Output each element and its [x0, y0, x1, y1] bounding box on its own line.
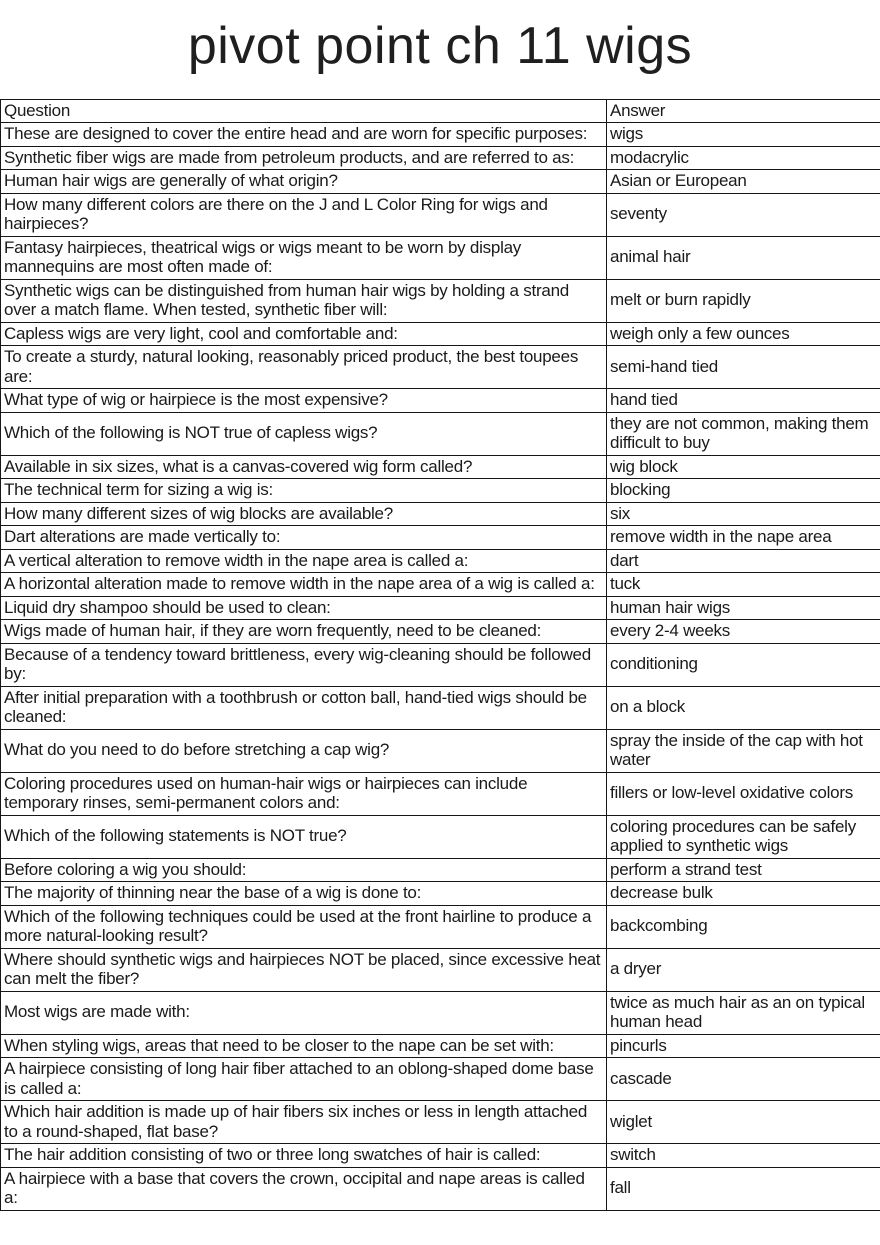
answer-cell: remove width in the nape area	[607, 526, 880, 550]
answer-cell: wigs	[607, 123, 880, 147]
header-row	[1, 99, 880, 123]
question-cell: Available in six sizes, what is a canvas-covered wig form called?	[1, 455, 607, 479]
question-cell: What do you need to do before stretching a cap wig?	[1, 729, 607, 772]
question-cell: A hairpiece with a base that covers the crown, occipital and nape areas is called a:	[1, 1167, 607, 1210]
table-row	[1, 123, 880, 147]
table-row	[1, 322, 880, 346]
question-column-header: Question	[1, 99, 607, 123]
table-row	[1, 346, 880, 389]
answer-cell: semi-hand tied	[607, 346, 880, 389]
question-cell: Because of a tendency toward brittleness, every wig-cleaning should be followed by:	[1, 643, 607, 686]
table-row	[1, 1101, 880, 1144]
table-row	[1, 389, 880, 413]
question-cell: Capless wigs are very light, cool and comfortable and:	[1, 322, 607, 346]
table-row	[1, 479, 880, 503]
question-cell: A horizontal alteration made to remove width in the nape area of a wig is called a:	[1, 573, 607, 597]
answer-cell: every 2-4 weeks	[607, 620, 880, 644]
page-title: pivot point ch 11 wigs	[187, 17, 693, 75]
question-cell: After initial preparation with a toothbrush or cotton ball, hand-tied wigs should be cleaned:	[1, 686, 607, 729]
table-row	[1, 1058, 880, 1101]
answer-cell: hand tied	[607, 389, 880, 413]
answer-cell: they are not common, making them difficult to buy	[607, 412, 880, 455]
question-cell: What type of wig or hairpiece is the most expensive?	[1, 389, 607, 413]
question-cell: Synthetic wigs can be distinguished from human hair wigs by holding a strand over a match flame. When tested, synthetic fiber will:	[1, 279, 607, 322]
answer-cell: coloring procedures can be safely applied to synthetic wigs	[607, 815, 880, 858]
question-cell: To create a sturdy, natural looking, reasonably priced product, the best toupees are:	[1, 346, 607, 389]
question-cell: Before coloring a wig you should:	[1, 858, 607, 882]
answer-cell: perform a strand test	[607, 858, 880, 882]
answer-cell: Asian or European	[607, 170, 880, 194]
question-cell: Wigs made of human hair, if they are worn frequently, need to be cleaned:	[1, 620, 607, 644]
table-row	[1, 573, 880, 597]
table-row	[1, 905, 880, 948]
answer-cell: a dryer	[607, 948, 880, 991]
answer-cell: animal hair	[607, 236, 880, 279]
question-cell: How many different colors are there on the J and L Color Ring for wigs and hairpieces?	[1, 193, 607, 236]
table-row	[1, 455, 880, 479]
table-row	[1, 279, 880, 322]
answer-cell: blocking	[607, 479, 880, 503]
question-cell: A vertical alteration to remove width in the nape area is called a:	[1, 549, 607, 573]
qa-table-body	[1, 99, 880, 1210]
question-cell: How many different sizes of wig blocks are available?	[1, 502, 607, 526]
answer-cell: weigh only a few ounces	[607, 322, 880, 346]
question-cell: Which hair addition is made up of hair fibers six inches or less in length attached to a round-shaped, flat base?	[1, 1101, 607, 1144]
qa-table	[0, 99, 880, 1211]
question-cell: The technical term for sizing a wig is:	[1, 479, 607, 503]
question-cell: Coloring procedures used on human-hair wigs or hairpieces can include temporary rinses, semi-permanent colors and:	[1, 772, 607, 815]
table-row	[1, 412, 880, 455]
question-cell: The majority of thinning near the base of a wig is done to:	[1, 882, 607, 906]
question-cell: Human hair wigs are generally of what origin?	[1, 170, 607, 194]
question-cell: Synthetic fiber wigs are made from petroleum products, and are referred to as:	[1, 146, 607, 170]
question-cell: Most wigs are made with:	[1, 991, 607, 1034]
question-cell: Which of the following is NOT true of capless wigs?	[1, 412, 607, 455]
answer-cell: fall	[607, 1167, 880, 1210]
table-row	[1, 146, 880, 170]
answer-cell: twice as much hair as an on typical human head	[607, 991, 880, 1034]
table-row	[1, 772, 880, 815]
answer-cell: pincurls	[607, 1034, 880, 1058]
table-row	[1, 858, 880, 882]
table-row	[1, 193, 880, 236]
table-row	[1, 815, 880, 858]
question-cell: When styling wigs, areas that need to be closer to the nape can be set with:	[1, 1034, 607, 1058]
answer-cell: modacrylic	[607, 146, 880, 170]
answer-column-header: Answer	[607, 99, 880, 123]
table-row	[1, 236, 880, 279]
answer-cell: seventy	[607, 193, 880, 236]
answer-cell: dart	[607, 549, 880, 573]
question-cell: Dart alterations are made vertically to:	[1, 526, 607, 550]
table-row	[1, 526, 880, 550]
answer-cell: tuck	[607, 573, 880, 597]
question-cell: Where should synthetic wigs and hairpieces NOT be placed, since excessive heat can melt the fiber?	[1, 948, 607, 991]
question-cell: Which of the following techniques could be used at the front hairline to produce a more natural-looking result?	[1, 905, 607, 948]
answer-cell: wig block	[607, 455, 880, 479]
table-row	[1, 948, 880, 991]
table-row	[1, 991, 880, 1034]
answer-cell: spray the inside of the cap with hot water	[607, 729, 880, 772]
answer-cell: melt or burn rapidly	[607, 279, 880, 322]
table-row	[1, 686, 880, 729]
answer-cell: fillers or low-level oxidative colors	[607, 772, 880, 815]
table-row	[1, 549, 880, 573]
table-row	[1, 1034, 880, 1058]
table-row	[1, 882, 880, 906]
answer-cell: on a block	[607, 686, 880, 729]
answer-cell: cascade	[607, 1058, 880, 1101]
question-cell: Which of the following statements is NOT true?	[1, 815, 607, 858]
answer-cell: conditioning	[607, 643, 880, 686]
table-row	[1, 596, 880, 620]
question-cell: Fantasy hairpieces, theatrical wigs or wigs meant to be worn by display mannequins are most often made of:	[1, 236, 607, 279]
answer-cell: decrease bulk	[607, 882, 880, 906]
question-cell: A hairpiece consisting of long hair fiber attached to an oblong-shaped dome base is called a:	[1, 1058, 607, 1101]
question-cell: Liquid dry shampoo should be used to clean:	[1, 596, 607, 620]
table-row	[1, 170, 880, 194]
answer-cell: backcombing	[607, 905, 880, 948]
table-row	[1, 620, 880, 644]
answer-cell: switch	[607, 1144, 880, 1168]
answer-cell: human hair wigs	[607, 596, 880, 620]
table-row	[1, 1167, 880, 1210]
question-cell: These are designed to cover the entire head and are worn for specific purposes:	[1, 123, 607, 147]
answer-cell: six	[607, 502, 880, 526]
table-row	[1, 502, 880, 526]
table-row	[1, 1144, 880, 1168]
table-row	[1, 643, 880, 686]
answer-cell: wiglet	[607, 1101, 880, 1144]
question-cell: The hair addition consisting of two or three long swatches of hair is called:	[1, 1144, 607, 1168]
table-row	[1, 729, 880, 772]
